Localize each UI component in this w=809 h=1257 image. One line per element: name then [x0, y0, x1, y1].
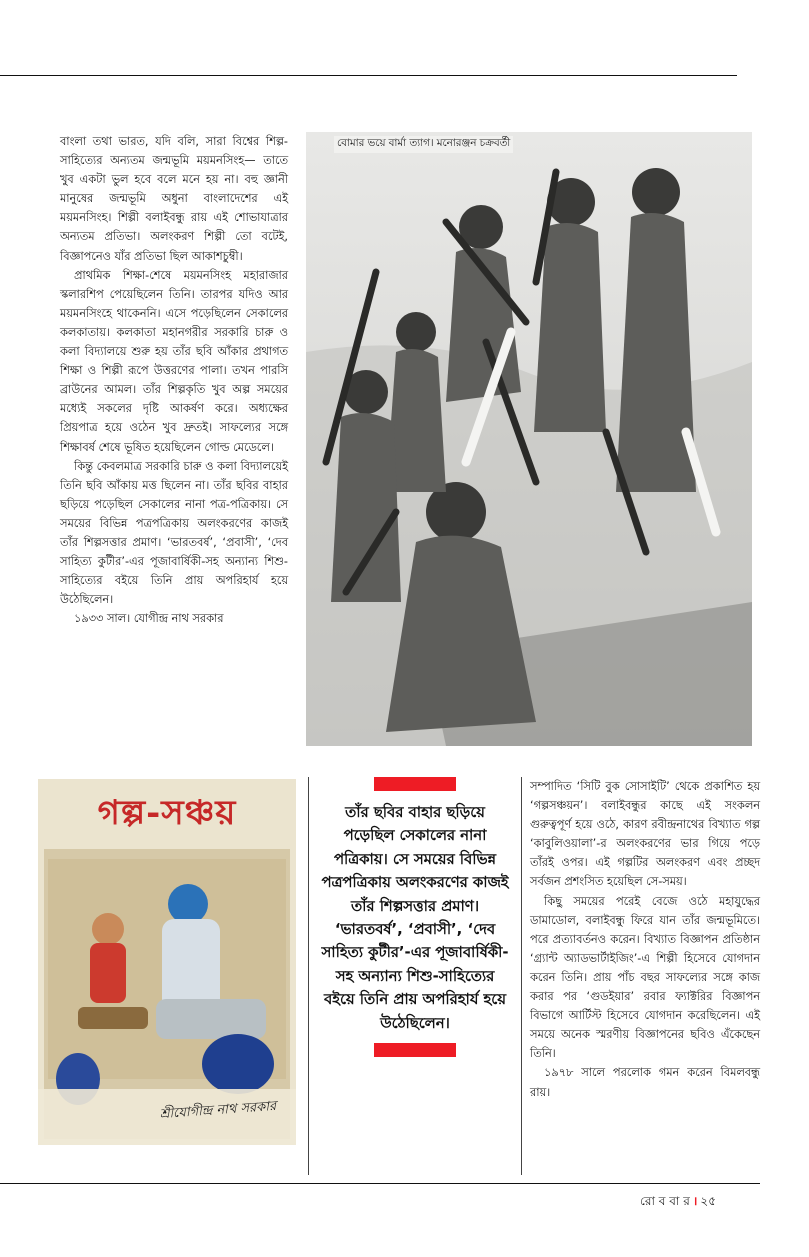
pull-quote	[318, 777, 512, 1057]
top-rule	[0, 75, 737, 76]
paragraph: কিন্তু কেবলমাত্র সরকারি চারু ও কলা বিদ্যালয়েই তিনি ছবি আঁকায় মত্ত ছিলেন না। তাঁর ছবির বাহার ছড়িয়ে পড়েছিল সেকালের নানা পত্র-পত্রিকায়। সে সময়ের বিভিন্ন পত্রপত্রিকায় অলংকরণের কাজই তাঁর শিল্পসত্তার প্রমাণ। ‘ভারতবর্ষ’, ‘প্রবাসী’, ‘দেব সাহিত্য কুটীর’-এর পূজাবার্ষিকী-সহ অন্যান্য শিশু-সাহিত্যের বইয়ে তিনি প্রায় অপরিহার্য হয়ে উঠেছিলেন।	[60, 459, 288, 607]
page-footer	[640, 1192, 716, 1213]
cover-title: গল্প-সঞ্চয়	[97, 793, 237, 833]
pull-quote-bottom-bar	[374, 1043, 456, 1057]
paragraph: বাংলা তথা ভারত, যদি বলি, সারা বিশ্বের শিল্প-সাহিত্যের অন্যতম জন্মভূমি ময়মনসিংহ— তাতে খুব একটা ভুল হবে বলে মনে হয় না। বহু জ্ঞানী মানুষের জন্মভূমি অধুনা বাংলাদেশের এই ময়মনসিংহ। শিল্পী বলাইবন্ধু রায় এই শোভাযাত্রার অন্যতম প্রতিভা। অলংকরণ শিল্পী তো বটেই, বিজ্ঞাপনেও যাঁর প্রতিভা ছিল আকাশচুম্বী।	[60, 135, 288, 263]
article-column-right	[530, 777, 760, 1102]
book-cover-image	[38, 779, 296, 1145]
paragraph: কিছু সময়ের পরেই বেজে ওঠে মহাযুদ্ধের ডামাডোল, বলাইবন্ধু ফিরে যান তাঁর জন্মভূমিতে। পরে প্রত্যাবর্তনও করেন। বিখ্যাত বিজ্ঞাপন প্রতিষ্ঠান ‘গ্র্যান্ট অ্যাডভার্টাইজিং’-এ শিল্পী হিসেবে যোগদান করেন তিনি। প্রায় পাঁচ বছর সাফল্যের সঙ্গে কাজ করার পর ‘গুডইয়ার’ রবার ফ্যাক্টরির বিজ্ঞাপন বিভাগে আর্টিস্ট হিসেবে যোগদান করেছিলেন। এই সময়ে অনেক স্মরণীয় বিজ্ঞাপনের ছবিও এঁকেছেন তিনি।	[530, 894, 760, 1061]
page-number: ২৫	[700, 1194, 716, 1208]
paragraph: ১৯৭৮ সালে পরলোক গমন করেন বিমলবন্ধু রায়।	[530, 1066, 760, 1099]
bottom-rule	[0, 1183, 760, 1184]
illustration-drawing	[306, 132, 752, 746]
magazine-name: রো ব বা র	[640, 1194, 690, 1208]
paragraph: ১৯৩৩ সাল। যোগীন্দ্র নাথ সরকার	[74, 612, 224, 626]
footer-separator: ।	[692, 1194, 698, 1208]
article-column-left	[60, 132, 288, 628]
illustration-caption: বোমার ভয়ে বার্মা ত্যাগ। মনোরঞ্জন চক্রবর্তী	[334, 136, 513, 153]
paragraph: সম্পাদিত ‘সিটি বুক সোসাইটি’ থেকে প্রকাশিত হয় ‘গল্পসঞ্চয়ন’। বলাইবন্ধুর কাছে এই সংকলন গুরুত্বপূর্ণ হয়ে ওঠে, কারণ রবীন্দ্রনাথের বিখ্যাত গল্প ‘কাবুলিওয়ালা’-র অলংকরণের ভার গিয়ে পড়ে তাঁরই ওপর। এই গল্পটির অলংকরণ এবং প্রচ্ছদ সর্বজন প্রশংসিত হয়েছিল সে-সময়।	[530, 780, 760, 889]
column-divider	[521, 777, 522, 1175]
paragraph: প্রাথমিক শিক্ষা-শেষে ময়মনসিংহ মহারাজার স্কলারশিপ পেয়েছিলেন তিনি। তারপর যদিও আর ময়মনসিংহে থাকেননি। এসে পড়েছিলেন সেকালের কলকাতায়। কলকাতা মহানগরীর সরকারি চারু ও কলা বিদ্যালয়ে শুরু হয় তাঁর ছবি আঁকার প্রথাগত শিক্ষা ও শিল্পী রূপে উত্তরণের পালা। তখন পারসি ব্রাউনের আমল। তাঁর শিল্পকৃতি খুব অল্প সময়ের মধ্যেই সকলের দৃষ্টি আকর্ষণ করে। অধ্যক্ষের প্রিয়পাত্র হয়ে ওঠেন খুব দ্রুতই। সাফল্যের সঙ্গে শিক্ষাবর্ষ শেষে ভূষিত হয়েছিলেন গোল্ড মেডেলে।	[60, 268, 288, 454]
pull-quote-text: তাঁর ছবির বাহার ছড়িয়ে পড়েছিল সেকালের নানা পত্রিকায়। সে সময়ের বিভিন্ন পত্রপত্রিকায় অলংকরণের কাজই তাঁর শিল্পসত্তার প্রমাণ। ‘ভারতবর্ষ’, ‘প্রবাসী’, ‘দেব সাহিত্য কুটীর’-এর পূজাবার্ষিকী-সহ অন্যান্য শিশু-সাহিত্যের বইয়ে তিনি প্রায় অপরিহার্য হয়ে উঠেছিলেন।	[321, 804, 509, 1032]
column-divider	[308, 777, 309, 1175]
sketch-illustration	[306, 132, 752, 746]
cover-signature: শ্রীযোগীন্দ্র নাথ সরকার	[159, 1098, 277, 1123]
pull-quote-top-bar	[374, 777, 456, 791]
